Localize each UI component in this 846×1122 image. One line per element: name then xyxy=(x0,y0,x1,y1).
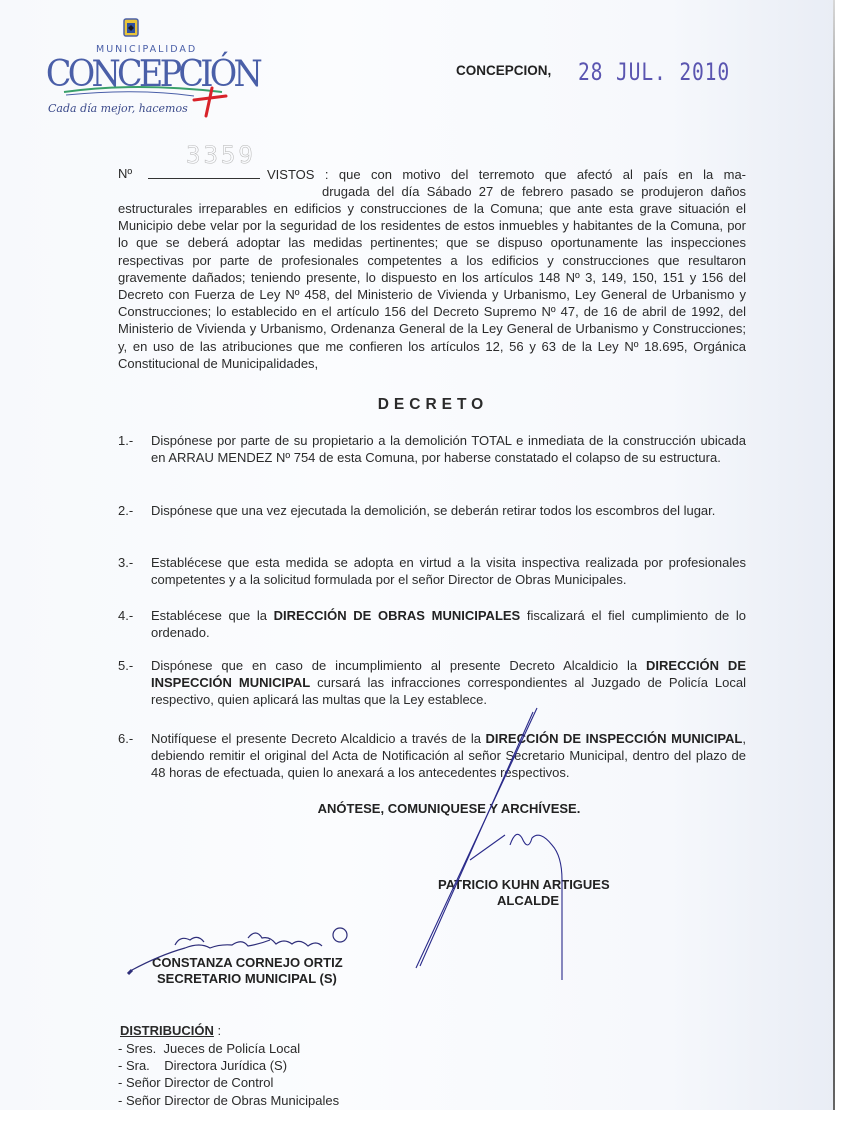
item-text-post: fiscalizará el fiel cumplimiento de lo ordenado. xyxy=(151,608,746,641)
logo-top-text: MUNICIPALIDAD xyxy=(96,44,198,55)
logo-name: CONCEPCIÓN xyxy=(45,53,260,96)
item-text-bold: DIRECCIÓN DE INSPECCIÓN MUNICIPAL xyxy=(485,731,743,746)
item-number: 5.- xyxy=(118,658,134,673)
decree-number-stamp: 3359 xyxy=(186,141,256,169)
item-text: Establécese que esta medida se adopta en virtud a la visita inspectiva realizada por profesionales competentes y a la solicitud formulada por el señor Director de Obras Municipales. xyxy=(151,555,746,588)
item-text: Dispónese que una vez ejecutada la demolición, se deberán retirar todos los escombros del lugar. xyxy=(151,503,716,518)
item-text-bold: DIRECCIÓN DE OBRAS MUNICIPALES xyxy=(273,608,521,623)
decree-item xyxy=(118,554,746,588)
scan-margin xyxy=(0,1110,846,1122)
mayor-name: PATRICIO KUHN ARTIGUES xyxy=(438,877,610,892)
secretary-name: CONSTANZA CORNEJO ORTIZ xyxy=(152,955,343,970)
vistos-line-1: VISTOS : que con motivo del terremoto que afectó al país en la ma- xyxy=(267,167,746,182)
vistos-line-2: drugada del día Sábado 27 de febrero pasado se produjeron daños xyxy=(322,184,746,199)
municipality-logo xyxy=(44,16,260,126)
date-stamp: 28 JUL. 2010 xyxy=(578,58,731,86)
distribution-item: - Señor Director de Control xyxy=(118,1075,274,1091)
decree-item xyxy=(118,657,746,709)
item-text-pre: Notifíquese el presente Decreto Alcaldicio a través de la xyxy=(151,731,486,746)
decree-item xyxy=(118,432,746,466)
decree-item xyxy=(118,607,746,641)
decreto-heading: DECRETO xyxy=(377,396,489,413)
item-text xyxy=(151,730,746,782)
closing-formula: ANÓTESE, COMUNIQUESE Y ARCHÍVESE. xyxy=(317,801,581,816)
item-text-pre: Dispónese que en caso de incumplimiento al presente Decreto Alcaldicio la xyxy=(151,658,647,673)
item-number: 6.- xyxy=(118,731,134,746)
distribution-heading xyxy=(120,1023,221,1038)
item-text: Dispónese por parte de su propietario a la demolición TOTAL e inmediata de la construcción ubicada en ARRAU MENDEZ Nº 754 de esta Comuna, por haberse constatado el colapso de su estructura. xyxy=(151,433,746,466)
item-text-bold: DIRECCIÓN DE INSPECCIÓN MUNICIPAL xyxy=(151,658,746,691)
logo-graphic xyxy=(44,16,260,126)
secretary-title: SECRETARIO MUNICIPAL (S) xyxy=(157,971,337,986)
item-number: 3.- xyxy=(118,555,134,570)
scan-edge xyxy=(833,0,835,1110)
decree-item xyxy=(118,502,746,519)
vistos-paragraph: estructurales irreparables en edificios y construcciones de la Comuna; que ante esta grave situación el Municipio debe velar por la seguridad de los residentes de estos inmuebles y habitantes de la Comuna, por lo que se deberá adoptar las medidas pertinentes; que se dispuso oportunamente las inspecciones respectivas por parte de profesionales competentes a los edificios y construcciones que resultaron gravemente dañados; teniendo presente, lo dispuesto en los artículos 148 Nº 3, 149, 150, 151 y 156 del Decreto con Fuerza de Ley Nº 458, del Ministerio de Vivienda y Urbanismo, Ley General de Urbanismo y Construcciones; lo establecido en el artículo 156 del Decreto Supremo Nº 47, de 16 de abril de 1992, del Ministerio de Vivienda y Urbanismo, Ordenanza General de la Ley General de Urbanismo y Construcciones; y, en uso de las atribuciones que me confieren los artículos 12, 56 y 63 de la Ley Nº 18.695, Orgánica Constitucional de Municipalidades, xyxy=(118,201,746,371)
item-number: 2.- xyxy=(118,503,134,518)
item-text-post: cursará las infracciones correspondientes al Juzgado de Policía Local respectivo, quien aplicará las multas que la Ley establece. xyxy=(151,675,746,708)
logo-tagline: Cada día mejor, hacemos xyxy=(48,102,188,115)
item-number: 1.- xyxy=(118,433,134,448)
distribution-list xyxy=(118,1040,339,1109)
distribution-item: - Sra. Directora Jurídica (S) xyxy=(118,1058,288,1074)
mayor-title: ALCALDE xyxy=(497,893,560,908)
number-underline xyxy=(148,178,260,179)
item-text-pre: Establécese que la xyxy=(151,608,274,623)
decree-item xyxy=(118,730,746,782)
distribution-item: - Señor Director de Obras Municipales xyxy=(118,1092,340,1108)
item-text xyxy=(151,657,746,709)
distribution-item: - Sres. Jueces de Policía Local xyxy=(118,1041,301,1056)
coat-of-arms-icon xyxy=(124,19,138,36)
item-number: 4.- xyxy=(118,608,134,623)
distribution-title: DISTRIBUCIÓN xyxy=(120,1023,214,1038)
item-text xyxy=(151,607,746,641)
distribution-colon: : xyxy=(213,1023,222,1038)
item-text-post: , debiendo remitir el original del Acta de Notificación al señor Secretario Municipal, dentro del plazo de 48 horas de efectuada, quien lo anexará a los antecedentes respectivos. xyxy=(151,731,747,781)
city-label: CONCEPCION, xyxy=(456,63,552,78)
number-label: Nº xyxy=(118,166,133,181)
